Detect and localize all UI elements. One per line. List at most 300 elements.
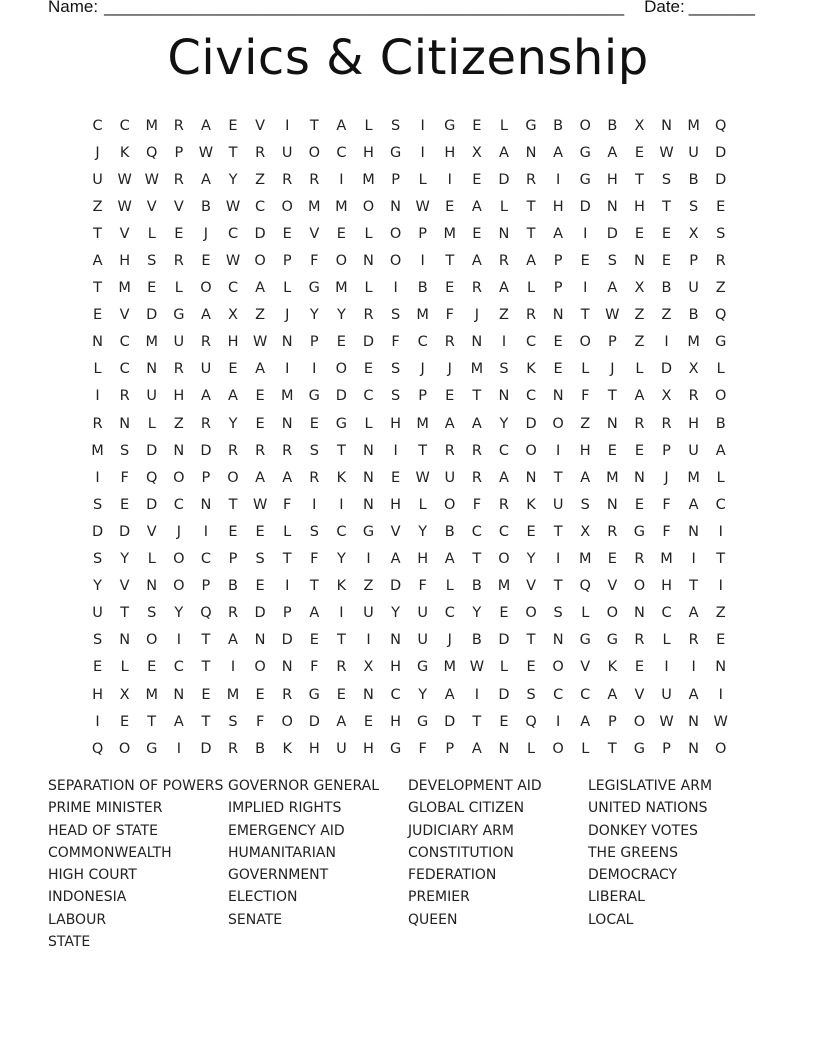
grid-letter[interactable]: E bbox=[255, 415, 265, 432]
grid-letter[interactable]: T bbox=[309, 117, 319, 134]
grid-letter[interactable]: C bbox=[255, 198, 266, 215]
grid-letter[interactable]: C bbox=[553, 686, 564, 703]
grid-letter[interactable]: T bbox=[228, 496, 238, 513]
grid-letter[interactable]: G bbox=[389, 144, 402, 161]
grid-letter[interactable]: E bbox=[336, 686, 346, 703]
grid-letter[interactable]: I bbox=[393, 442, 398, 459]
grid-letter[interactable]: M bbox=[91, 442, 104, 459]
grid-letter[interactable]: A bbox=[336, 713, 347, 730]
grid-letter[interactable]: E bbox=[526, 659, 536, 676]
grid-letter[interactable]: A bbox=[607, 686, 618, 703]
grid-letter[interactable]: E bbox=[445, 280, 455, 297]
grid-letter[interactable]: Y bbox=[391, 605, 400, 622]
grid-letter[interactable]: S bbox=[716, 225, 726, 242]
grid-letter[interactable]: E bbox=[363, 361, 374, 378]
grid-letter[interactable]: Z bbox=[498, 307, 509, 324]
grid-letter[interactable]: S bbox=[147, 253, 157, 270]
grid-letter[interactable]: S bbox=[255, 551, 265, 568]
grid-letter[interactable]: A bbox=[688, 686, 699, 703]
grid-letter[interactable]: M bbox=[335, 198, 348, 215]
grid-letter[interactable]: R bbox=[715, 253, 726, 270]
grid-letter[interactable]: C bbox=[417, 334, 428, 351]
grid-letter[interactable]: U bbox=[92, 605, 103, 622]
grid-letter[interactable]: A bbox=[471, 198, 482, 215]
grid-letter[interactable]: L bbox=[147, 415, 156, 432]
grid-letter[interactable]: O bbox=[525, 442, 537, 459]
grid-letter[interactable]: B bbox=[255, 740, 266, 757]
grid-letter[interactable]: U bbox=[552, 496, 564, 513]
grid-letter[interactable]: L bbox=[174, 280, 183, 297]
grid-letter[interactable]: M bbox=[606, 469, 619, 486]
grid-letter[interactable]: W bbox=[225, 198, 241, 215]
grid-letter[interactable]: O bbox=[308, 144, 320, 161]
grid-letter[interactable]: N bbox=[606, 496, 618, 513]
grid-letter[interactable]: M bbox=[145, 334, 158, 351]
grid-letter[interactable]: H bbox=[390, 415, 402, 432]
grid-letter[interactable]: N bbox=[525, 469, 537, 486]
grid-letter[interactable]: W bbox=[117, 198, 132, 215]
grid-letter[interactable]: T bbox=[120, 605, 130, 622]
grid-letter[interactable]: E bbox=[472, 171, 482, 188]
grid-letter[interactable]: E bbox=[390, 469, 401, 486]
grid-letter[interactable]: R bbox=[119, 388, 130, 405]
grid-letter[interactable]: G bbox=[579, 632, 591, 649]
grid-letter[interactable]: E bbox=[309, 415, 319, 432]
grid-letter[interactable]: R bbox=[363, 307, 374, 324]
grid-letter[interactable]: O bbox=[389, 253, 402, 270]
grid-letter[interactable]: V bbox=[119, 578, 130, 595]
grid-letter[interactable]: A bbox=[336, 117, 347, 134]
grid-letter[interactable]: O bbox=[173, 469, 185, 486]
grid-letter[interactable]: G bbox=[633, 523, 646, 540]
grid-letter[interactable]: N bbox=[606, 198, 618, 215]
grid-letter[interactable]: T bbox=[526, 225, 536, 242]
grid-letter[interactable]: V bbox=[173, 198, 184, 215]
grid-letter[interactable]: A bbox=[498, 469, 509, 486]
grid-letter[interactable]: E bbox=[526, 523, 536, 540]
grid-letter[interactable]: W bbox=[713, 713, 728, 730]
grid-letter[interactable]: T bbox=[93, 225, 102, 242]
grid-letter[interactable]: E bbox=[445, 388, 455, 405]
grid-letter[interactable]: Z bbox=[92, 198, 103, 215]
grid-letter[interactable]: A bbox=[390, 551, 401, 568]
grid-letter[interactable]: U bbox=[336, 740, 347, 757]
grid-letter[interactable]: N bbox=[119, 415, 131, 432]
grid-letter[interactable]: B bbox=[553, 117, 564, 134]
grid-letter[interactable]: R bbox=[471, 280, 482, 297]
grid-letter[interactable]: T bbox=[607, 740, 617, 757]
grid-letter[interactable]: R bbox=[173, 361, 184, 378]
grid-letter[interactable]: P bbox=[228, 551, 238, 568]
grid-letter[interactable]: N bbox=[688, 740, 700, 757]
grid-letter[interactable]: U bbox=[688, 442, 699, 459]
grid-letter[interactable]: R bbox=[471, 469, 482, 486]
grid-letter[interactable]: C bbox=[580, 686, 591, 703]
grid-letter[interactable]: Y bbox=[309, 307, 319, 324]
grid-letter[interactable]: S bbox=[661, 171, 672, 188]
grid-letter[interactable]: G bbox=[444, 117, 456, 134]
grid-letter[interactable]: E bbox=[580, 253, 590, 270]
grid-letter[interactable]: I bbox=[95, 469, 100, 486]
grid-letter[interactable]: A bbox=[607, 144, 618, 161]
grid-letter[interactable]: N bbox=[688, 713, 700, 730]
grid-letter[interactable]: A bbox=[228, 632, 238, 649]
grid-letter[interactable]: S bbox=[689, 198, 699, 215]
grid-letter[interactable]: L bbox=[364, 280, 373, 297]
grid-letter[interactable]: A bbox=[553, 225, 564, 242]
grid-letter[interactable]: N bbox=[715, 659, 727, 676]
grid-letter[interactable]: G bbox=[308, 280, 320, 297]
grid-letter[interactable]: A bbox=[688, 496, 699, 513]
grid-letter[interactable]: C bbox=[119, 361, 130, 378]
grid-letter[interactable]: F bbox=[581, 388, 590, 405]
grid-letter[interactable]: Q bbox=[525, 713, 537, 730]
grid-letter[interactable]: I bbox=[285, 117, 290, 134]
grid-letter[interactable]: I bbox=[95, 388, 100, 405]
grid-letter[interactable]: E bbox=[661, 225, 672, 242]
grid-letter[interactable]: B bbox=[444, 523, 455, 540]
grid-letter[interactable]: U bbox=[92, 171, 103, 188]
grid-letter[interactable]: E bbox=[201, 686, 211, 703]
grid-letter[interactable]: A bbox=[715, 442, 726, 459]
grid-letter[interactable]: E bbox=[228, 117, 238, 134]
grid-letter[interactable]: V bbox=[119, 225, 130, 242]
grid-letter[interactable]: O bbox=[444, 496, 456, 513]
grid-letter[interactable]: P bbox=[689, 253, 698, 270]
grid-letter[interactable]: J bbox=[420, 361, 425, 378]
grid-letter[interactable]: L bbox=[499, 659, 508, 676]
grid-letter[interactable]: G bbox=[579, 171, 591, 188]
grid-letter[interactable]: R bbox=[634, 415, 645, 432]
grid-letter[interactable]: I bbox=[203, 523, 209, 540]
grid-letter[interactable]: S bbox=[526, 686, 536, 703]
grid-letter[interactable]: E bbox=[147, 280, 157, 297]
grid-letter[interactable]: T bbox=[336, 632, 346, 649]
grid-letter[interactable]: I bbox=[285, 578, 290, 595]
grid-letter[interactable]: P bbox=[662, 740, 671, 757]
grid-letter[interactable]: F bbox=[445, 307, 454, 324]
grid-letter[interactable]: Q bbox=[91, 740, 104, 757]
grid-letter[interactable]: N bbox=[200, 496, 212, 513]
grid-letter[interactable]: P bbox=[201, 469, 211, 486]
grid-letter[interactable]: H bbox=[579, 442, 591, 459]
grid-letter[interactable]: Z bbox=[715, 280, 726, 297]
grid-letter[interactable]: N bbox=[281, 415, 293, 432]
grid-letter[interactable]: B bbox=[200, 198, 211, 215]
grid-letter[interactable]: L bbox=[527, 280, 536, 297]
grid-letter[interactable]: V bbox=[580, 659, 591, 676]
grid-letter[interactable]: O bbox=[552, 659, 564, 676]
grid-letter[interactable]: H bbox=[390, 713, 402, 730]
grid-letter[interactable]: G bbox=[389, 740, 402, 757]
grid-letter[interactable]: S bbox=[309, 523, 319, 540]
grid-letter[interactable]: R bbox=[444, 442, 455, 459]
grid-letter[interactable]: I bbox=[664, 659, 669, 676]
grid-letter[interactable]: F bbox=[310, 551, 319, 568]
grid-letter[interactable]: L bbox=[716, 361, 725, 378]
grid-letter[interactable]: I bbox=[664, 334, 669, 351]
grid-letter[interactable]: E bbox=[92, 307, 103, 324]
grid-letter[interactable]: T bbox=[201, 713, 211, 730]
grid-letter[interactable]: D bbox=[200, 740, 212, 757]
grid-letter[interactable]: N bbox=[281, 334, 293, 351]
grid-letter[interactable]: U bbox=[363, 605, 374, 622]
grid-letter[interactable]: H bbox=[119, 253, 131, 270]
grid-letter[interactable]: K bbox=[526, 361, 536, 378]
grid-letter[interactable]: U bbox=[173, 334, 185, 351]
grid-letter[interactable]: I bbox=[366, 551, 371, 568]
grid-letter[interactable]: U bbox=[444, 469, 456, 486]
grid-letter[interactable]: X bbox=[688, 361, 699, 378]
grid-letter[interactable]: B bbox=[688, 171, 699, 188]
grid-letter[interactable]: W bbox=[252, 496, 268, 513]
grid-letter[interactable]: D bbox=[281, 632, 293, 649]
grid-letter[interactable]: Y bbox=[120, 551, 130, 568]
grid-letter[interactable]: B bbox=[688, 307, 699, 324]
grid-letter[interactable]: E bbox=[228, 361, 238, 378]
grid-letter[interactable]: I bbox=[556, 171, 561, 188]
grid-letter[interactable]: R bbox=[661, 415, 672, 432]
grid-letter[interactable]: O bbox=[362, 198, 375, 215]
grid-letter[interactable]: E bbox=[472, 225, 482, 242]
grid-letter[interactable]: G bbox=[146, 740, 158, 757]
grid-letter[interactable]: H bbox=[363, 144, 374, 161]
grid-letter[interactable]: O bbox=[579, 117, 591, 134]
grid-letter[interactable]: A bbox=[526, 253, 536, 270]
grid-letter[interactable]: F bbox=[662, 496, 671, 513]
grid-letter[interactable]: G bbox=[525, 117, 537, 134]
grid-letter[interactable]: U bbox=[661, 686, 672, 703]
grid-letter[interactable]: E bbox=[92, 659, 103, 676]
grid-letter[interactable]: O bbox=[389, 225, 402, 242]
grid-letter[interactable]: V bbox=[607, 578, 618, 595]
grid-letter[interactable]: H bbox=[363, 740, 374, 757]
grid-letter[interactable]: I bbox=[230, 659, 236, 676]
grid-letter[interactable]: R bbox=[634, 551, 645, 568]
grid-letter[interactable]: I bbox=[420, 253, 425, 270]
grid-letter[interactable]: P bbox=[553, 280, 563, 297]
grid-letter[interactable]: M bbox=[416, 307, 429, 324]
grid-letter[interactable]: U bbox=[688, 144, 699, 161]
grid-letter[interactable]: E bbox=[255, 523, 265, 540]
grid-letter[interactable]: M bbox=[335, 280, 348, 297]
grid-letter[interactable]: B bbox=[607, 117, 618, 134]
grid-letter[interactable]: M bbox=[470, 361, 484, 378]
grid-letter[interactable]: G bbox=[417, 659, 429, 676]
grid-letter[interactable]: P bbox=[282, 253, 292, 270]
grid-letter[interactable]: D bbox=[525, 415, 537, 432]
grid-letter[interactable]: T bbox=[553, 469, 563, 486]
grid-letter[interactable]: T bbox=[580, 307, 590, 324]
grid-letter[interactable]: V bbox=[309, 225, 320, 242]
grid-letter[interactable]: R bbox=[498, 496, 509, 513]
grid-letter[interactable]: V bbox=[390, 523, 401, 540]
grid-letter[interactable]: P bbox=[174, 144, 184, 161]
grid-letter[interactable]: O bbox=[579, 334, 591, 351]
grid-letter[interactable]: W bbox=[415, 469, 430, 486]
grid-letter[interactable]: M bbox=[308, 198, 321, 215]
grid-letter[interactable]: A bbox=[228, 388, 238, 405]
grid-letter[interactable]: N bbox=[92, 334, 103, 351]
grid-letter[interactable]: I bbox=[339, 171, 344, 188]
grid-letter[interactable]: Q bbox=[146, 144, 158, 161]
grid-letter[interactable]: C bbox=[390, 686, 401, 703]
grid-letter[interactable]: T bbox=[472, 551, 482, 568]
grid-letter[interactable]: N bbox=[498, 388, 510, 405]
grid-letter[interactable]: I bbox=[583, 280, 588, 297]
grid-letter[interactable]: S bbox=[390, 388, 401, 405]
grid-letter[interactable]: A bbox=[92, 253, 103, 270]
grid-letter[interactable]: I bbox=[339, 605, 344, 622]
grid-letter[interactable]: M bbox=[660, 551, 673, 568]
grid-letter[interactable]: N bbox=[146, 578, 158, 595]
grid-letter[interactable]: R bbox=[200, 334, 211, 351]
grid-letter[interactable]: I bbox=[420, 144, 425, 161]
grid-letter[interactable]: G bbox=[417, 713, 429, 730]
grid-letter[interactable]: G bbox=[308, 686, 320, 703]
grid-letter[interactable]: Z bbox=[661, 307, 672, 324]
grid-letter[interactable]: T bbox=[689, 578, 699, 595]
grid-letter[interactable]: K bbox=[336, 578, 347, 595]
grid-letter[interactable]: R bbox=[282, 171, 293, 188]
grid-letter[interactable]: I bbox=[691, 551, 696, 568]
grid-letter[interactable]: G bbox=[606, 632, 618, 649]
grid-letter[interactable]: S bbox=[228, 713, 238, 730]
grid-letter[interactable]: E bbox=[607, 551, 617, 568]
grid-letter[interactable]: M bbox=[118, 280, 131, 297]
grid-letter[interactable]: J bbox=[95, 144, 100, 161]
grid-letter[interactable]: A bbox=[498, 144, 509, 161]
grid-letter[interactable]: D bbox=[389, 578, 402, 595]
grid-letter[interactable]: R bbox=[688, 388, 699, 405]
grid-letter[interactable]: Q bbox=[714, 307, 727, 324]
grid-letter[interactable]: U bbox=[688, 280, 699, 297]
grid-letter[interactable]: Y bbox=[499, 415, 509, 432]
grid-letter[interactable]: Y bbox=[526, 551, 536, 568]
grid-letter[interactable]: E bbox=[499, 713, 509, 730]
grid-letter[interactable]: S bbox=[553, 605, 563, 622]
grid-letter[interactable]: E bbox=[716, 632, 726, 649]
grid-letter[interactable]: Z bbox=[580, 415, 591, 432]
grid-letter[interactable]: D bbox=[335, 388, 347, 405]
grid-letter[interactable]: I bbox=[95, 713, 100, 730]
grid-letter[interactable]: N bbox=[363, 686, 374, 703]
grid-letter[interactable]: A bbox=[200, 388, 211, 405]
grid-letter[interactable]: I bbox=[285, 361, 290, 378]
grid-letter[interactable]: I bbox=[583, 225, 588, 242]
grid-letter[interactable]: B bbox=[417, 280, 428, 297]
grid-letter[interactable]: U bbox=[281, 144, 293, 161]
grid-letter[interactable]: R bbox=[92, 415, 103, 432]
grid-letter[interactable]: H bbox=[444, 144, 456, 161]
grid-letter[interactable]: L bbox=[147, 551, 156, 568]
grid-letter[interactable]: R bbox=[526, 307, 537, 324]
grid-letter[interactable]: F bbox=[391, 334, 400, 351]
grid-letter[interactable]: B bbox=[661, 280, 672, 297]
grid-letter[interactable]: R bbox=[309, 469, 320, 486]
grid-letter[interactable]: B bbox=[228, 578, 238, 595]
grid-letter[interactable]: L bbox=[445, 578, 454, 595]
grid-letter[interactable]: R bbox=[255, 144, 266, 161]
grid-letter[interactable]: R bbox=[227, 442, 239, 459]
grid-letter[interactable]: A bbox=[200, 171, 211, 188]
grid-letter[interactable]: Y bbox=[418, 686, 428, 703]
grid-letter[interactable]: A bbox=[255, 280, 266, 297]
grid-letter[interactable]: F bbox=[418, 740, 427, 757]
grid-letter[interactable]: A bbox=[444, 551, 455, 568]
grid-letter[interactable]: T bbox=[309, 578, 319, 595]
grid-letter[interactable]: I bbox=[312, 496, 317, 513]
grid-letter[interactable]: W bbox=[252, 334, 268, 351]
grid-letter[interactable]: M bbox=[443, 659, 457, 676]
grid-letter[interactable]: L bbox=[364, 225, 373, 242]
grid-letter[interactable]: L bbox=[581, 740, 590, 757]
grid-letter[interactable]: L bbox=[662, 632, 671, 649]
grid-letter[interactable]: Q bbox=[714, 117, 727, 134]
grid-letter[interactable]: E bbox=[445, 198, 455, 215]
grid-letter[interactable]: V bbox=[146, 523, 157, 540]
grid-letter[interactable]: K bbox=[607, 659, 618, 676]
grid-letter[interactable]: O bbox=[118, 740, 131, 757]
grid-letter[interactable]: E bbox=[553, 334, 563, 351]
grid-letter[interactable]: A bbox=[309, 605, 320, 622]
grid-letter[interactable]: X bbox=[471, 144, 482, 161]
grid-letter[interactable]: X bbox=[363, 659, 374, 676]
grid-letter[interactable]: K bbox=[119, 144, 130, 161]
grid-letter[interactable]: Z bbox=[634, 307, 645, 324]
grid-letter[interactable]: C bbox=[525, 334, 537, 351]
grid-letter[interactable]: E bbox=[147, 659, 157, 676]
grid-letter[interactable]: D bbox=[254, 605, 266, 622]
grid-letter[interactable]: M bbox=[145, 117, 158, 134]
grid-letter[interactable]: J bbox=[610, 361, 615, 378]
grid-letter[interactable]: L bbox=[364, 415, 373, 432]
grid-letter[interactable]: R bbox=[471, 442, 482, 459]
grid-letter[interactable]: T bbox=[228, 144, 238, 161]
grid-letter[interactable]: H bbox=[661, 578, 672, 595]
grid-letter[interactable]: D bbox=[254, 225, 266, 242]
grid-letter[interactable]: O bbox=[254, 659, 266, 676]
grid-letter[interactable]: L bbox=[120, 659, 129, 676]
grid-letter[interactable]: M bbox=[443, 225, 457, 242]
grid-letter[interactable]: Z bbox=[715, 605, 726, 622]
grid-letter[interactable]: R bbox=[282, 686, 293, 703]
grid-letter[interactable]: I bbox=[691, 659, 696, 676]
grid-letter[interactable]: M bbox=[416, 415, 429, 432]
grid-letter[interactable]: I bbox=[176, 740, 181, 757]
grid-letter[interactable]: B bbox=[471, 632, 482, 649]
grid-letter[interactable]: N bbox=[363, 496, 374, 513]
grid-letter[interactable]: J bbox=[176, 523, 181, 540]
grid-letter[interactable]: T bbox=[553, 578, 563, 595]
grid-letter[interactable]: T bbox=[201, 632, 211, 649]
grid-letter[interactable]: S bbox=[390, 117, 401, 134]
grid-letter[interactable]: N bbox=[173, 686, 185, 703]
grid-letter[interactable]: C bbox=[471, 523, 482, 540]
grid-letter[interactable]: C bbox=[227, 225, 239, 242]
grid-letter[interactable]: O bbox=[552, 740, 564, 757]
grid-letter[interactable]: C bbox=[363, 388, 374, 405]
grid-letter[interactable]: D bbox=[200, 442, 212, 459]
grid-letter[interactable]: R bbox=[227, 740, 239, 757]
grid-letter[interactable]: D bbox=[715, 171, 727, 188]
grid-letter[interactable]: I bbox=[447, 171, 452, 188]
grid-letter[interactable]: I bbox=[501, 334, 507, 351]
grid-letter[interactable]: R bbox=[173, 253, 184, 270]
grid-letter[interactable]: P bbox=[662, 442, 671, 459]
grid-letter[interactable]: S bbox=[120, 442, 130, 459]
grid-letter[interactable]: H bbox=[173, 388, 185, 405]
